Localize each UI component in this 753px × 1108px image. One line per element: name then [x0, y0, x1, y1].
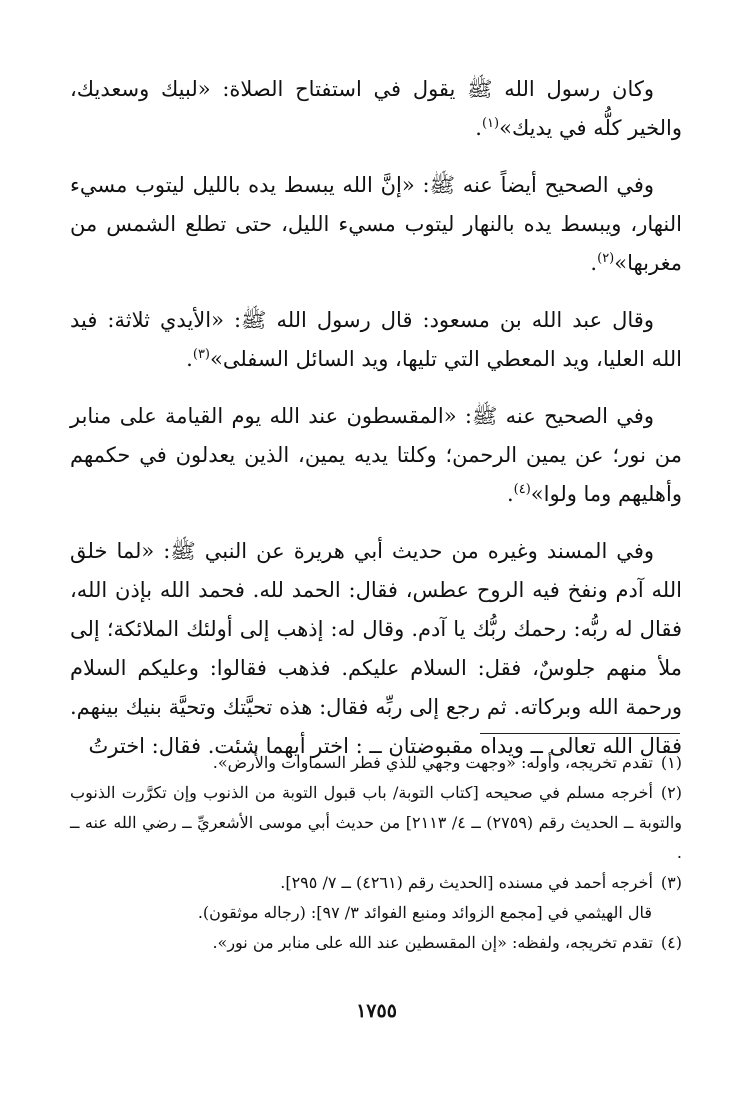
paragraph-end: .: [186, 347, 193, 371]
paragraph-end: .: [475, 116, 482, 140]
footnote-ref-3: (٣): [192, 347, 210, 362]
paragraph-4: [70, 397, 682, 514]
paragraph-text: وكان رسول الله ﷺ يقول في استفتاح الصلاة: «لبيك وسعديك، والخير كلُّه في يديك»: [70, 77, 682, 140]
main-text: [70, 70, 682, 784]
footnote-ref-2: (٢): [597, 251, 615, 266]
paragraph-3: [70, 301, 682, 379]
footnote-number: (٤): [660, 933, 682, 952]
paragraph-text: وفي الصحيح عنه ﷺ: «المقسطون عند الله يوم القيامة على منابر من نور؛ عن يمين الرحمن؛ وكلتا يديه يمين، الذين يعدلون في حكمهم وأهليهم وما ولوا»: [70, 404, 682, 506]
footnote-ref-1: (١): [481, 116, 500, 131]
footnote-text: تقدم تخريجه، ولفظه: «إن المقسطين عند الله على منابر من نور».: [212, 933, 653, 952]
footnote-number: (١): [660, 753, 682, 772]
paragraph-5: [70, 532, 682, 766]
footnote-number: (٢): [660, 783, 682, 802]
page-number: ١٧٥٥: [356, 1000, 397, 1022]
footnote-2: [70, 778, 682, 868]
paragraph-text: وقال عبد الله بن مسعود: قال رسول الله ﷺ: «الأيدي ثلاثة: فيد الله العليا، ويد المعطي التي تليها، ويد السائل السفلى»: [70, 308, 682, 371]
footnote-ref-4: (٤): [513, 482, 531, 497]
footnote-3-continuation: قال الهيثمي في [مجمع الزوائد ومنبع الفوائد ٣/ ٩٧]: (رجاله موثقون).: [197, 903, 652, 922]
footnote-3: [70, 868, 682, 898]
paragraph-end: .: [590, 251, 598, 275]
paragraph-1: [70, 70, 682, 148]
footnote-text: أخرجه مسلم في صحيحه [كتاب التوبة/ باب قبول التوبة من الذنوب وإن تكرَّرت الذنوب والتوبة ــ الحديث رقم (٢٧٥٩) ــ ٤/ ٢١١٣] من حديث أبي موسى الأشعريِّ ــ رضي الله عنه ــ .: [70, 783, 682, 862]
footnote-1: [70, 748, 682, 778]
footnote-4: [70, 928, 682, 958]
footnote-text: أخرجه أحمد في مسنده [الحديث رقم (٤٢٦١) ــ ٧/ ٢٩٥].: [280, 873, 653, 892]
footnote-divider: [480, 733, 680, 734]
paragraph-2: [70, 166, 682, 283]
paragraph-text: وفي الصحيح أيضاً عنه ﷺ: «إنَّ الله يبسط يده بالليل ليتوب مسيء النهار، ويبسط يده بالنهار ليتوب مسيء الليل، حتى تطلع الشمس من مغربها»: [70, 173, 682, 275]
paragraph-end: .: [506, 482, 514, 506]
footnote-number: (٣): [660, 873, 682, 892]
footnote-text: تقدم تخريجه، وأوله: «وجهت وجهي للذي فطر السماوات والأرض».: [212, 753, 653, 772]
footnotes: [70, 748, 682, 958]
paragraph-text: وفي المسند وغيره من حديث أبي هريرة عن النبي ﷺ: «لما خلق الله آدم ونفخ فيه الروح عطس، فقال: الحمد لله. فحمد الله بإذن الله، فقال له ربُّه: رحمك ربُّك يا آدم. وقال له: إذهب إلى أولئك الملائكة؛ إلى ملأ منهم جلوسٌ، فقل: السلام عليكم. فذهب فقالوا: وعليكم السلام ورحمة الله وبركاته. ثم رجع إلى ربِّه فقال: هذه تحيَّتك وتحيَّة بنيك بينهم. فقال الله تعالى ــ ويداه مقبوضتان ــ : اختر أيهما شئت. فقال: اخترتُ: [70, 539, 682, 758]
